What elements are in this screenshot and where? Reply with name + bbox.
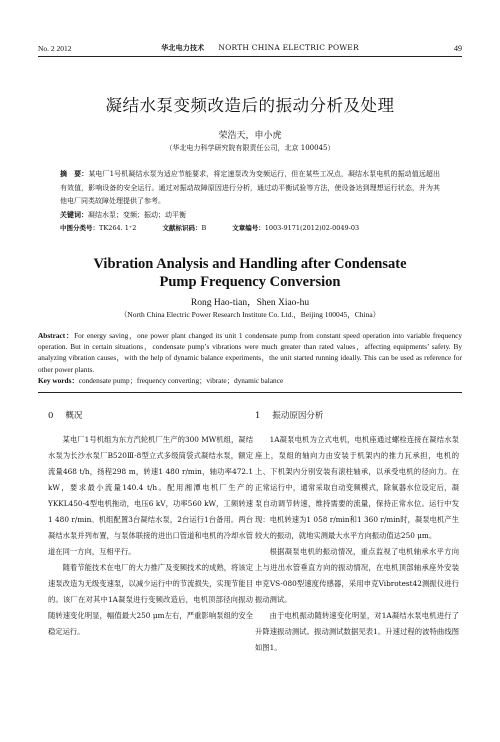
abstract-cn	[60, 168, 440, 222]
section-title-0: 概况	[65, 411, 83, 421]
page-number: 49	[454, 43, 462, 53]
article-number	[232, 223, 359, 232]
affiliation-cn: （华北电力科学研究院有限责任公司，北京 100045）	[165, 144, 335, 152]
title-en-line-2: Pump Frequency Conversion	[159, 274, 341, 290]
article-no-label: 文章编号：	[232, 224, 265, 232]
running-header	[38, 42, 462, 54]
abstract-en-label: Abstract：	[38, 331, 75, 340]
section1-paragraph-2: 根据凝泵电机的振动情况，重点监视了电机轴承水平方向上与进出水管垂直方向的振动情况，在电机顶部轴承座外安装申克VS-080型速度传感器，采用申克Vibrotest42测振仪进行振动测试。	[255, 547, 459, 604]
clc-number	[60, 223, 136, 232]
paper-title-en	[38, 255, 462, 291]
paper-title-cn: 凝结水泵变频改造后的振动分析及处理	[105, 96, 395, 115]
doc-code	[162, 223, 206, 232]
section-number-0: 0	[48, 411, 54, 421]
keywords-en	[38, 376, 462, 386]
clc-label: 中图分类号：	[60, 224, 99, 232]
keywords-cn-label: 关键词：	[60, 210, 88, 219]
authors-cn: 荣浩天，申小虎	[218, 131, 282, 141]
doc-code-label: 文献标识码：	[162, 224, 202, 232]
keywords-en-label: Key words：	[38, 376, 79, 385]
title-en-line-1: Vibration Analysis and Handling after Condensate	[93, 256, 407, 272]
section-number-1: 1	[255, 411, 261, 421]
affiliation-en: （North China Electric Power Research Institute Co. Ltd.，Beijing 100045，China）	[119, 310, 381, 319]
section1-paragraph-1: 1A凝泵电机为立式电机，电机座通过螺栓连接在凝结水泵座上，泵组的轴向力由安装于机架内的推力瓦承担，电机的上、下机架内分别安装有滚柱轴承，以承受电机的径向力。在正常运行中，通常采取自动变频模式，除氧器水位设定后，凝泵自动调节转速，维持需要的流量，保持正常水位。运行中发现：电机转速为1 058 r/min和1 360 r/min时，凝泵电机产生较大的振动，就地实测最大水平方向振动值达250 μm。	[255, 435, 459, 540]
journal-name-cn: 华北电力技术	[161, 44, 205, 52]
abstract-en	[38, 330, 462, 375]
column-left	[48, 408, 253, 640]
section-heading-1	[255, 408, 459, 424]
article-no-value: 1003-9171(2012)02-0049-03	[264, 224, 360, 232]
authors-en: Rong Hao-tian，Shen Xiao-hu	[190, 298, 310, 308]
column-right	[255, 408, 459, 656]
doc-code-value: B	[201, 224, 207, 232]
section0-paragraph-2: 随着节能技术在电厂的大力推广及变频技术的成熟，将该定速泵改造为无级变速泵，以减少运行中的节流损失，实现节能目的。该厂在对其中1A凝泵进行变频改造后，电机顶部径向振动随转速变化明显，幅值最大250 μm左右，严重影响泵组的安全稳定运行。	[48, 563, 253, 636]
abstract-rule	[38, 392, 462, 393]
clc-value: TK264. 1⁺2	[99, 224, 137, 232]
header-rule	[38, 56, 462, 57]
section-title-1: 振动原因分析	[272, 411, 324, 421]
abstract-cn-label: 摘 要：	[60, 170, 89, 178]
keywords-cn-text: 凝结水泵；变频；振动；动平衡	[88, 210, 186, 219]
section0-paragraph-1: 某电厂1号机组为东方汽轮机厂生产的300 MW机组，凝结水泵为长沙水泵厂B520Ⅲ-8型立式多级筒袋式凝结水泵，额定流量468 t/h，扬程298 m，转速1 480 r/min，轴功率472.1 kW，要求最小流量140.4 t/h。配用湘潭电机厂生产的YKKL450-4型电机拖动，电压6 kV，功率560 kW，工频转速1 480 r/min。机组配置3台凝结水泵，2台运行1台备用。两台凝结水泵并列布置，与泵体联接的进出口管道和电机的冷却水管道在同一方向，互相平行。	[48, 435, 253, 556]
abstract-cn-text: 某电厂1号机凝结水泵为适应节能要求，将定速泵改为变频运行，但在某些工况点，凝结水泵电机的振动值远超出有效值，影响设备的安全运行。通过对振动故障原因进行分析，通过动平衡试验等方法，使设备达到理想运行状态，并为其他电厂同类故障处理提供了参考。	[60, 170, 440, 205]
classification-line	[60, 223, 440, 232]
journal-name-en: NORTH CHINA ELECTRIC POWER	[218, 43, 359, 52]
abstract-en-text: For energy saving，one power plant changed its unit 1 condensate pump from constant speed operation into variable frequency operation. But in certain situations，condensate pump’s vibrations were much greater than rated values，affecting equipments’ safety. By analyzing vibration causes，with the help of dynamic balance experiments，the unit started running ideally. This can be used as reference for other power plants.	[38, 331, 462, 374]
section1-paragraph-3: 由于电机振动随转速变化明显，对1A凝结水泵电机进行了升降速振动测试。振动测试数据见表1。升速过程的波特曲线图如图1。	[255, 611, 459, 652]
section-heading-0	[48, 408, 253, 424]
issue-number: No. 2 2012	[38, 43, 72, 53]
keywords-en-text: condensate pump；frequency converting；vibrate；dynamic balance	[78, 376, 284, 385]
journal-name	[98, 43, 422, 53]
